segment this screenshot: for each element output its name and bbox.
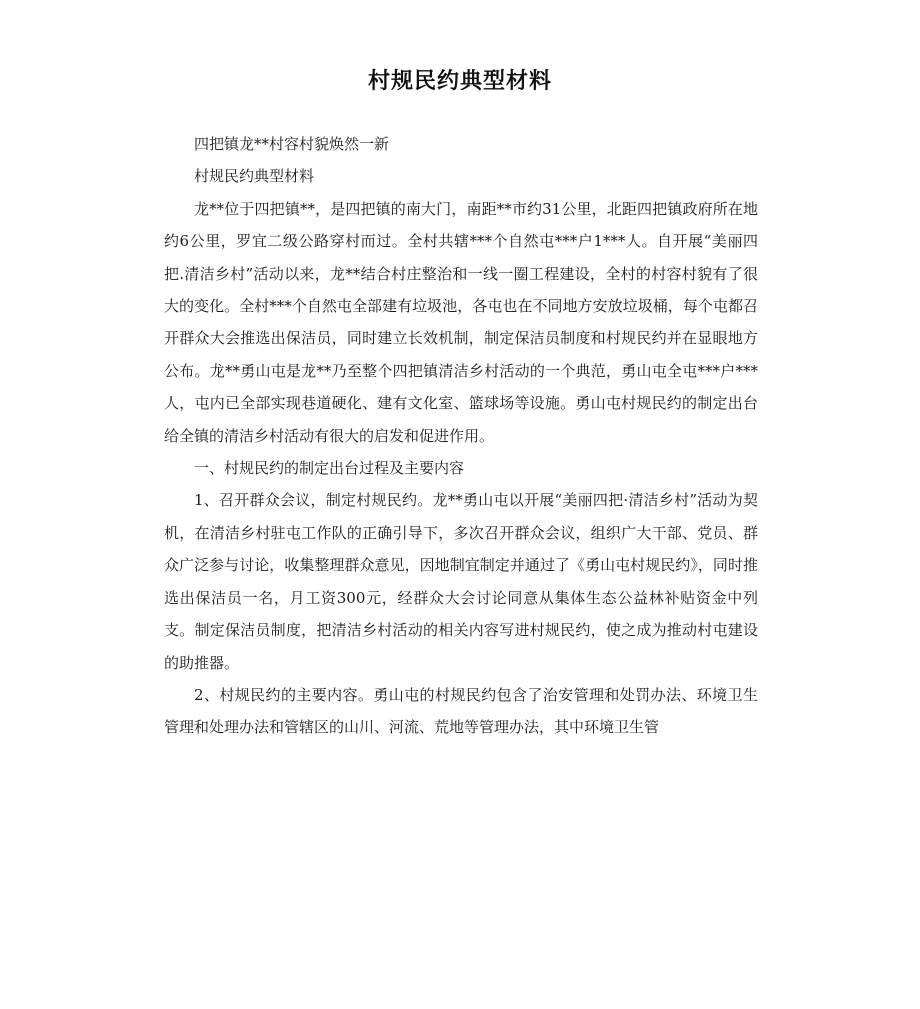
body-paragraph: 2、村规民约的主要内容。勇山屯的村规民约包含了治安管理和处罚办法、环境卫生管理和处理办法和管辖区的山川、河流、荒地等管理办法，其中环境卫生管 [164, 685, 758, 737]
section-heading: 一、村规民约的制定出台过程及主要内容 [194, 459, 465, 478]
subtitle-line: 村规民约典型材料 [194, 167, 315, 186]
document-body [164, 128, 758, 744]
subtitle-line: 四把镇龙**村容村貌焕然一新 [194, 135, 390, 153]
body-paragraph: 1、召开群众会议，制定村规民约。龙**勇山屯以开展“美丽四把·清洁乡村”活动为契机，在清洁乡村驻屯工作队的正确引导下，多次召开群众会议，组织广大干部、党员、群众广泛参与讨论，收集整理群众意见，因地制宜制定并通过了《勇山屯村规民约》，同时推选出保洁员一名，月工资300元，经群众大会讨论同意从集体生态公益林补贴资金中列支。制定保洁员制度，把清洁乡村活动的相关内容写进村规民约，使之成为推动村屯建设的助推器。 [164, 491, 758, 672]
document-title: 村规民约典型材料 [367, 69, 552, 94]
body-paragraph: 龙**位于四把镇**，是四把镇的南大门，南距**市约31公里，北距四把镇政府所在地约6公里，罗宜二级公路穿村而过。全村共辖***个自然屯***户1***人。自开展“美丽四把.清洁乡村”活动以来，龙**结合村庄整治和一线一圈工程建设，全村的村容村貌有了很大的变化。全村***个自然屯全部建有垃圾池，各屯也在不同地方安放垃圾桶，每个屯都召开群众大会推选出保洁员，同时建立长效机制，制定保洁员制度和村规民约并在显眼地方公布。龙**勇山屯是龙**乃至整个四把镇清洁乡村活动的一个典范，勇山屯全屯***户***人，屯内已全部实现巷道硬化、建有文化室、篮球场等设施。勇山屯村规民约的制定出台给全镇的清洁乡村活动有很大的启发和促进作用。 [164, 199, 758, 445]
